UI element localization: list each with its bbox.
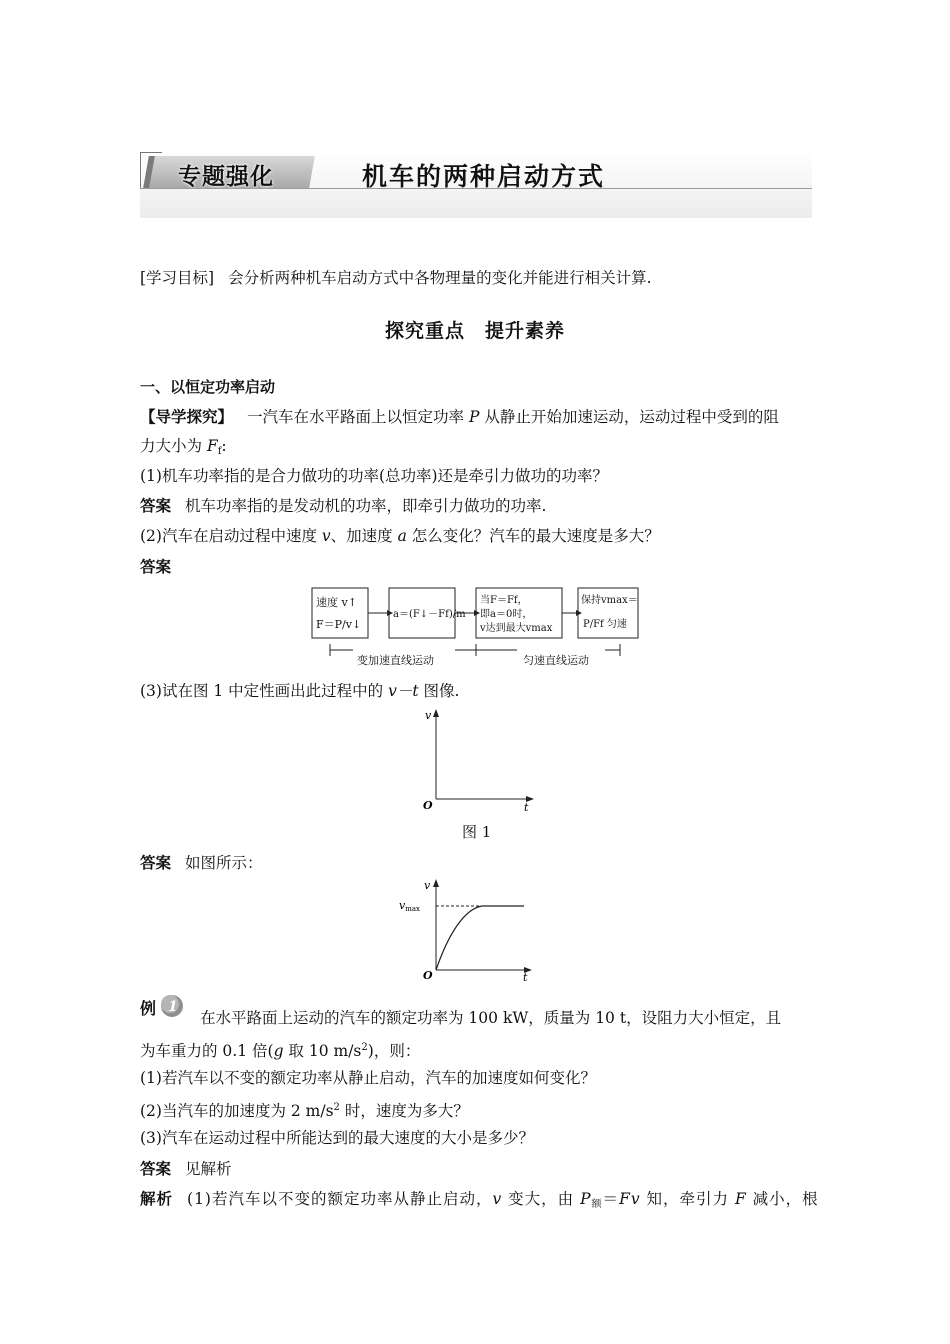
analysis-text-d: 知，牵引力: [640, 1190, 735, 1208]
guide-text-2: 力大小为: [140, 437, 207, 455]
example-answer: [140, 1159, 232, 1179]
symbol-g: g: [273, 1042, 284, 1060]
flow-box3-line1: 当F＝Ff，: [480, 595, 528, 606]
example-question-2: [140, 1098, 469, 1121]
flow-box1-line1: 速度 v↑: [316, 596, 357, 609]
answer-label: 答案: [140, 854, 172, 872]
symbol-F: F: [206, 437, 218, 455]
analysis-equals: ＝: [602, 1190, 620, 1208]
answer-3: [140, 853, 263, 873]
figure-1-axes: [418, 705, 543, 817]
example-number-badge: [160, 994, 186, 1018]
example-line-1: 在水平路面上运动的汽车的额定功率为 100 kW，质量为 10 t，设阻力大小恒定，且: [200, 1009, 782, 1027]
ex-text-c: )，则：: [367, 1042, 421, 1060]
guide-text-cont: 从静止开始加速运动，运动过程中受到的阻: [479, 408, 779, 426]
fig1-v-label: v: [425, 709, 432, 722]
ex-answer-text: 见解析: [185, 1160, 232, 1178]
ex-q2-sup: 2: [333, 1102, 340, 1113]
analysis-label: 解析: [140, 1190, 174, 1208]
symbol-v-t: v－t: [388, 682, 419, 700]
guide-text: 一汽车在水平路面上以恒定功率: [247, 408, 469, 426]
flow-box3-line2: 即a＝0时，: [480, 609, 533, 620]
example-line-2: [140, 1038, 420, 1061]
analysis-F: F: [734, 1190, 747, 1208]
ex-q2-text-b: 时，速度为多大？: [339, 1102, 469, 1120]
objective-label: [学习目标]: [140, 269, 215, 287]
symbol-F-sub: f: [217, 446, 222, 457]
analysis-P-sub: 额: [591, 1199, 603, 1210]
question-1: (1)机车功率指的是合力做功的功率(总功率)还是牵引力做功的功率？: [140, 467, 609, 485]
answer-1: [140, 496, 546, 516]
banner-corner-left: [140, 152, 141, 189]
example-question-1: (1)若汽车以不变的额定功率从静止启动，汽车的加速度如何变化？: [140, 1069, 596, 1087]
guide-line-2: [140, 436, 227, 462]
figure-1-caption: 图 1: [462, 823, 492, 841]
symbol-v: v: [321, 527, 331, 545]
guide-colon: :: [221, 437, 227, 455]
answer-label: 答案: [140, 497, 172, 515]
example-question-3: (3)汽车在运动过程中所能达到的最大速度的大小是多少？: [140, 1129, 534, 1147]
ex-answer-label: 答案: [140, 1160, 172, 1178]
analysis-text-b: 变大，由: [502, 1190, 581, 1208]
analysis-v: v: [492, 1190, 503, 1208]
ex-sup: 2: [361, 1042, 368, 1053]
vmax-sub: max: [405, 905, 420, 913]
flow-diagram: [305, 583, 645, 673]
arrowhead-3: [576, 610, 582, 616]
page-title: 机车的两种启动方式: [362, 162, 606, 191]
q2-text-c: 怎么变化？汽车的最大速度是多大？: [406, 527, 660, 545]
q3-text: (3)试在图 1 中定性画出此过程中的: [140, 682, 389, 700]
section-title: 探究重点 提升素养: [384, 320, 565, 342]
question-3: [140, 681, 459, 701]
badge-number: 1: [168, 999, 178, 1015]
analysis-Fv: Fv: [619, 1190, 641, 1208]
answer-vt-graph: [386, 875, 546, 987]
ex-text-b: 取 10 m/s: [283, 1042, 362, 1060]
phase-label-2: 匀速直线运动: [523, 654, 589, 667]
banner-tag: 专题强化: [178, 164, 274, 190]
vt-curve: [436, 906, 524, 970]
guide-label: 【导学探究】: [140, 408, 234, 426]
example-label: 例: [140, 999, 157, 1018]
objective-text: 会分析两种机车启动方式中各物理量的变化并能进行相关计算.: [228, 269, 652, 287]
learning-objective: [140, 268, 652, 288]
banner-corner-top: [140, 152, 162, 153]
question-2: [140, 526, 660, 546]
q2-text-b: 、加速度: [330, 527, 398, 545]
vt-v-arrow: [433, 879, 439, 887]
fig1-origin: O: [423, 799, 433, 812]
guide-line-1: [140, 407, 779, 427]
example-analysis: [140, 1189, 819, 1215]
analysis-P: P: [580, 1190, 592, 1208]
flow-box4-line1: 保持vmax＝: [581, 595, 638, 606]
answer-3-text: 如图所示：: [185, 854, 263, 872]
vt-t-label: t: [523, 971, 528, 984]
answer-2-label: 答案: [140, 558, 172, 576]
fig1-v-arrow: [433, 709, 439, 717]
flow-box1-line2: F＝P/v↓: [316, 618, 362, 631]
vt-vmax-label: [399, 899, 420, 913]
symbol-a: a: [397, 527, 407, 545]
ex-text: 为车重力的 0.1 倍(: [140, 1042, 274, 1060]
ex-q2-text: (2)当汽车的加速度为 2 m/s: [140, 1102, 334, 1120]
header-banner: [140, 152, 812, 220]
phase-label-1: 变加速直线运动: [357, 654, 434, 667]
flow-box3-line3: v达到最大vmax: [480, 623, 553, 634]
analysis-text: (1)若汽车以不变的额定功率从静止启动，: [187, 1190, 493, 1208]
flow-box4-line2: P/Ff 匀速: [583, 619, 627, 630]
vmax-v: v: [399, 899, 406, 912]
fig1-t-label: t: [524, 801, 529, 814]
analysis-text-e: 减小，根: [746, 1190, 819, 1208]
symbol-P: P: [468, 408, 480, 426]
q3-text-b: 图像.: [418, 682, 460, 700]
answer-1-text: 机车功率指的是发动机的功率，即牵引力做功的功率.: [185, 497, 547, 515]
flow-box2-text: a＝(F↓－Ff)/m: [393, 609, 466, 620]
part1-heading: 一、以恒定功率启动: [140, 378, 276, 396]
q2-text: (2)汽车在启动过程中速度: [140, 527, 322, 545]
vt-origin: O: [423, 969, 433, 982]
vt-v-label: v: [424, 879, 431, 892]
